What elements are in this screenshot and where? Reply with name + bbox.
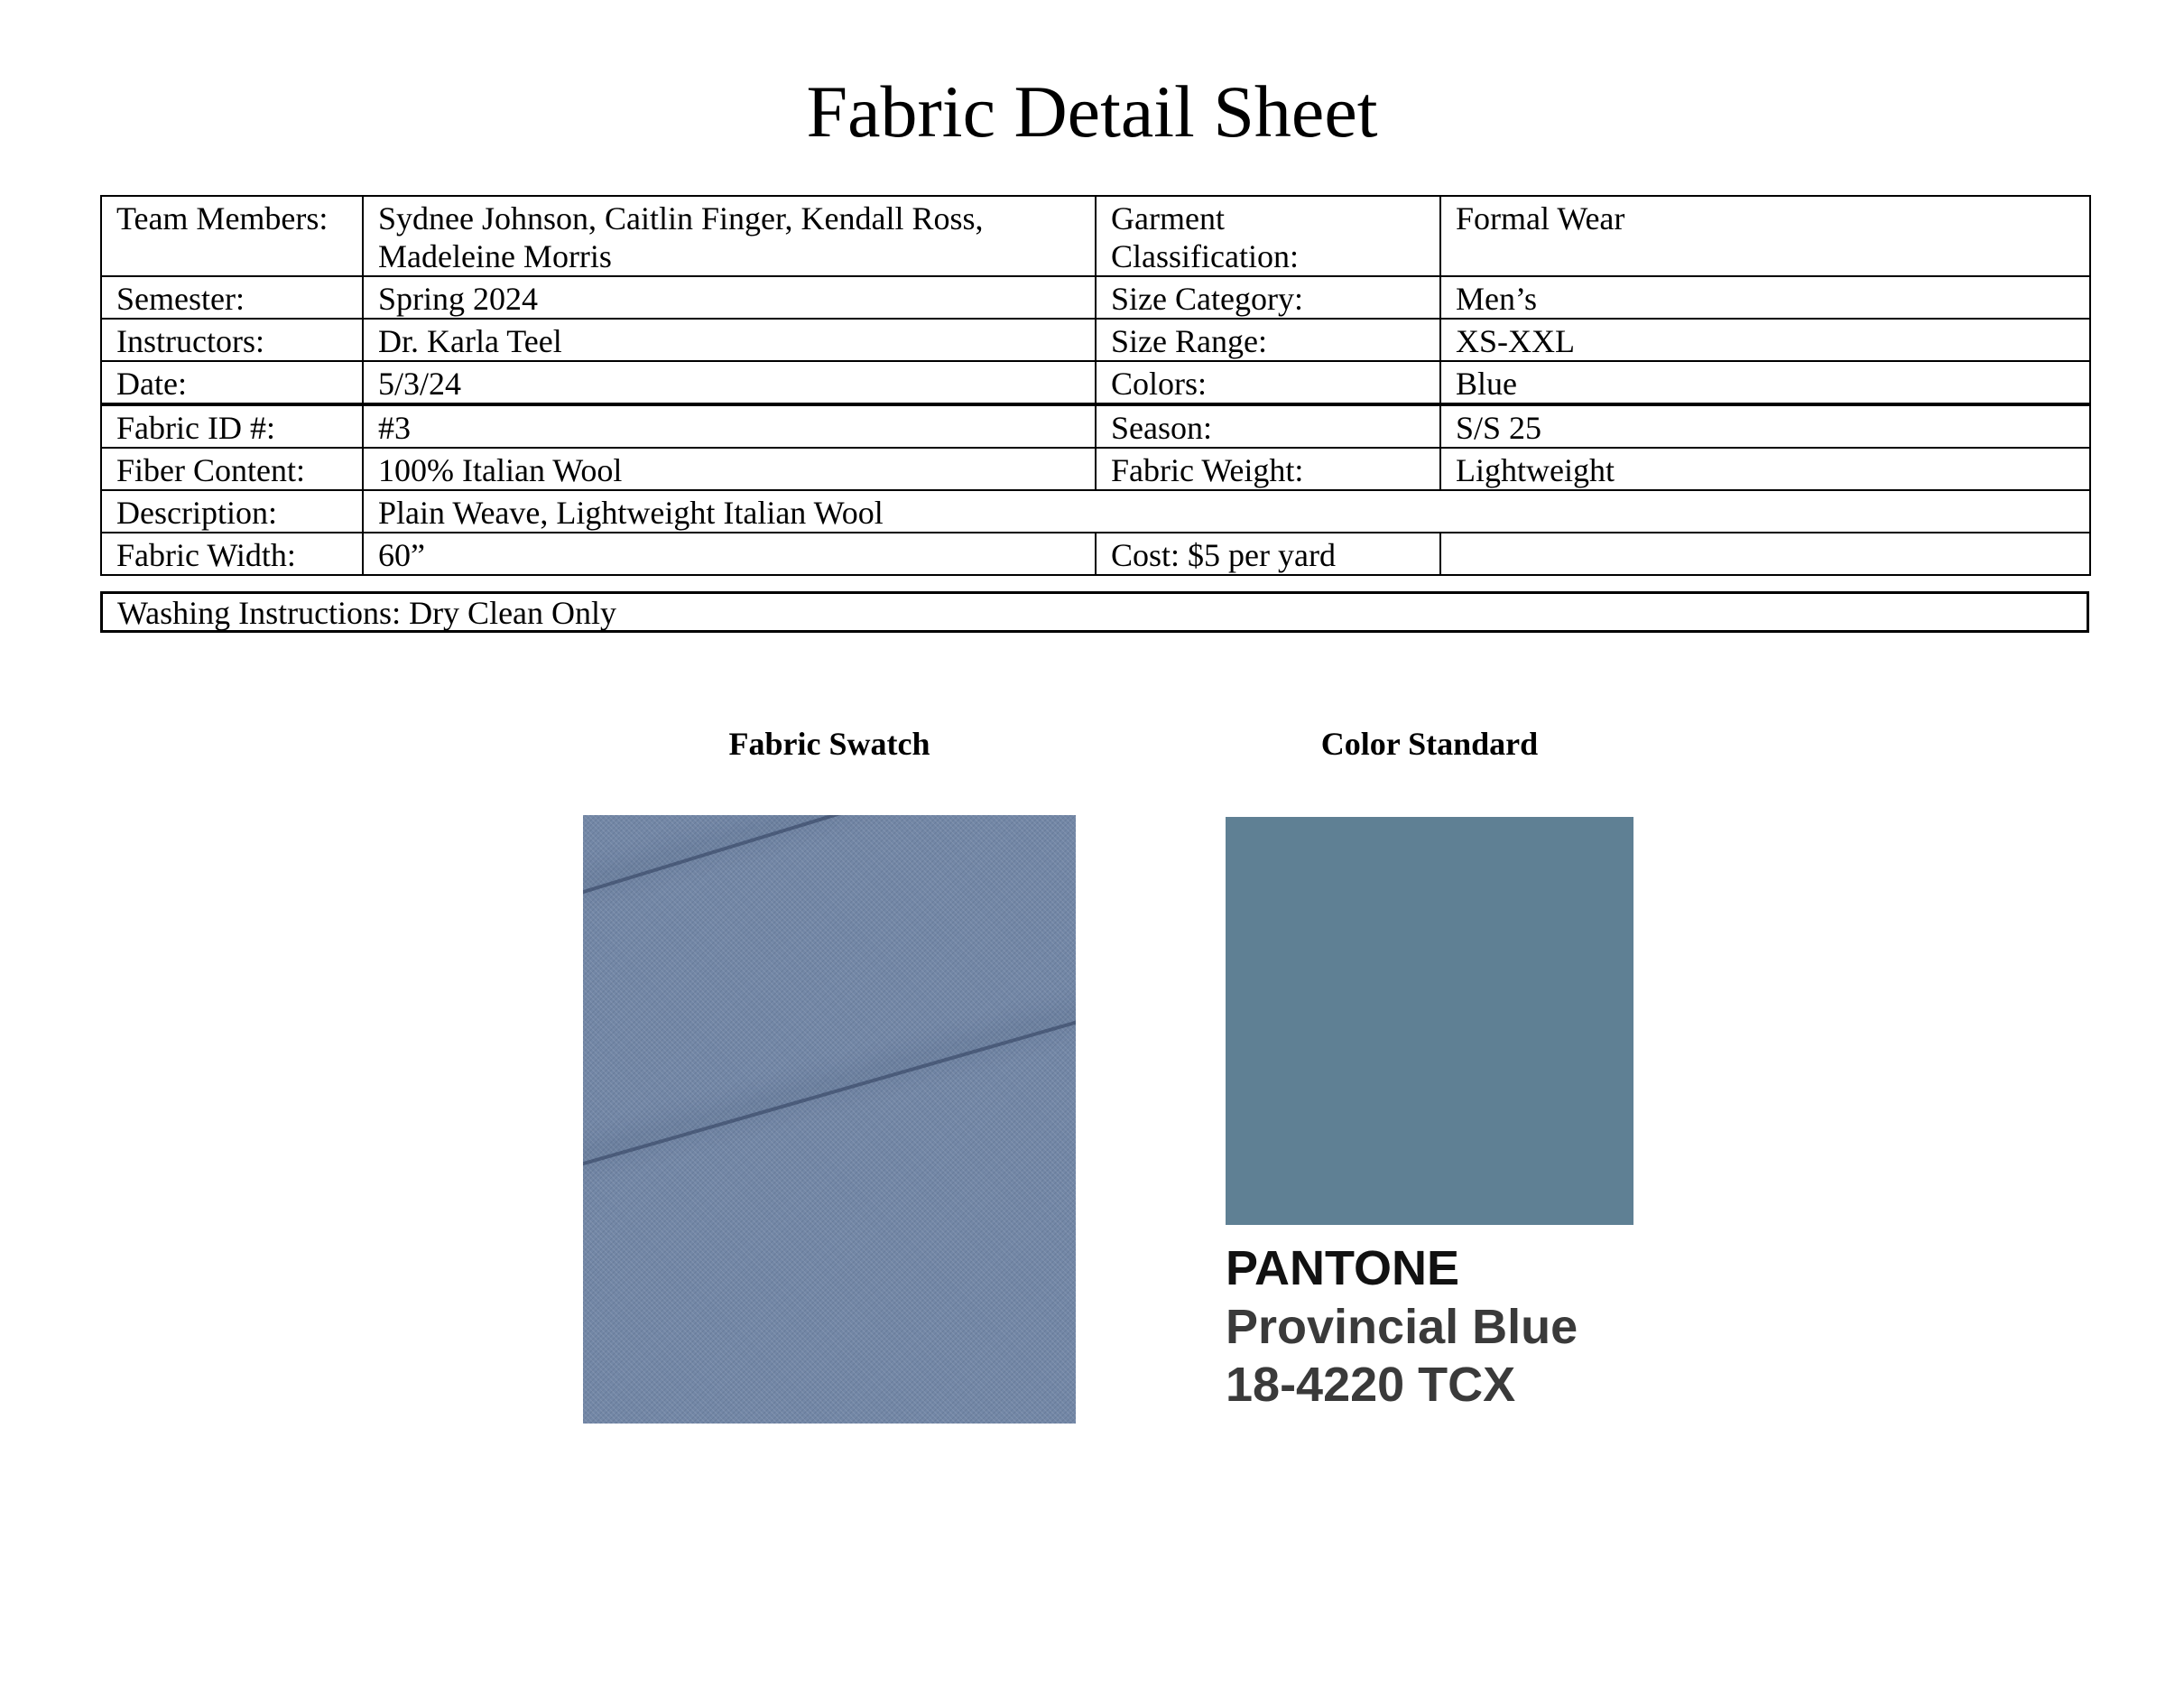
washing-instructions: Washing Instructions: Dry Clean Only <box>102 593 2088 632</box>
fabric-width-value: 60” <box>363 533 1096 575</box>
table-row <box>102 593 2088 632</box>
size-range-value: XS-XXL <box>1440 319 2090 361</box>
fabric-width-label: Fabric Width: <box>101 533 363 575</box>
garment-classification-value: Formal Wear <box>1440 196 2090 276</box>
washing-instructions-box <box>100 591 2089 633</box>
size-category-value: Men’s <box>1440 276 2090 319</box>
table-row <box>101 490 2090 533</box>
fabric-details-table <box>100 195 2091 576</box>
instructors-value: Dr. Karla Teel <box>363 319 1096 361</box>
season-value: S/S 25 <box>1440 404 2090 448</box>
table-row <box>101 533 2090 575</box>
colors-value: Blue <box>1440 361 2090 404</box>
fabric-swatch-heading: Fabric Swatch <box>728 726 930 762</box>
date-label: Date: <box>101 361 363 404</box>
garment-classification-label: Garment Classification: <box>1096 196 1440 276</box>
size-range-label: Size Range: <box>1096 319 1440 361</box>
color-standard-chip <box>1226 817 1633 1225</box>
table-row <box>101 319 2090 361</box>
season-label: Season: <box>1096 404 1440 448</box>
semester-value: Spring 2024 <box>363 276 1096 319</box>
fabric-id-label: Fabric ID #: <box>101 404 363 448</box>
fabric-fold <box>583 999 1076 1179</box>
table-row <box>101 361 2090 404</box>
fabric-id-value: #3 <box>363 404 1096 448</box>
description-value: Plain Weave, Lightweight Italian Wool <box>363 490 2090 533</box>
team-members-label: Team Members: <box>101 196 363 276</box>
description-label: Description: <box>101 490 363 533</box>
pantone-brand: PANTONE <box>1226 1241 1460 1295</box>
page-title: Fabric Detail Sheet <box>806 70 1378 153</box>
table-row <box>101 448 2090 490</box>
fabric-fold <box>583 815 1076 909</box>
pantone-color-code: 18-4220 TCX <box>1226 1358 1516 1412</box>
table-row <box>101 404 2090 448</box>
empty-cell <box>1440 533 2090 575</box>
cost-label: Cost: $5 per yard <box>1096 533 1440 575</box>
fiber-content-label: Fiber Content: <box>101 448 363 490</box>
table-row <box>101 276 2090 319</box>
instructors-label: Instructors: <box>101 319 363 361</box>
color-standard-heading: Color Standard <box>1320 726 1539 762</box>
team-members-value: Sydnee Johnson, Caitlin Finger, Kendall Ross, Madeleine Morris <box>363 196 1096 276</box>
fabric-swatch-image <box>583 815 1076 1424</box>
colors-label: Colors: <box>1096 361 1440 404</box>
pantone-color-name: Provincial Blue <box>1226 1300 1578 1354</box>
fabric-weight-value: Lightweight <box>1440 448 2090 490</box>
table-row <box>101 196 2090 276</box>
date-value: 5/3/24 <box>363 361 1096 404</box>
semester-label: Semester: <box>101 276 363 319</box>
pantone-label <box>1226 1238 1578 1414</box>
size-category-label: Size Category: <box>1096 276 1440 319</box>
fabric-weight-label: Fabric Weight: <box>1096 448 1440 490</box>
fiber-content-value: 100% Italian Wool <box>363 448 1096 490</box>
